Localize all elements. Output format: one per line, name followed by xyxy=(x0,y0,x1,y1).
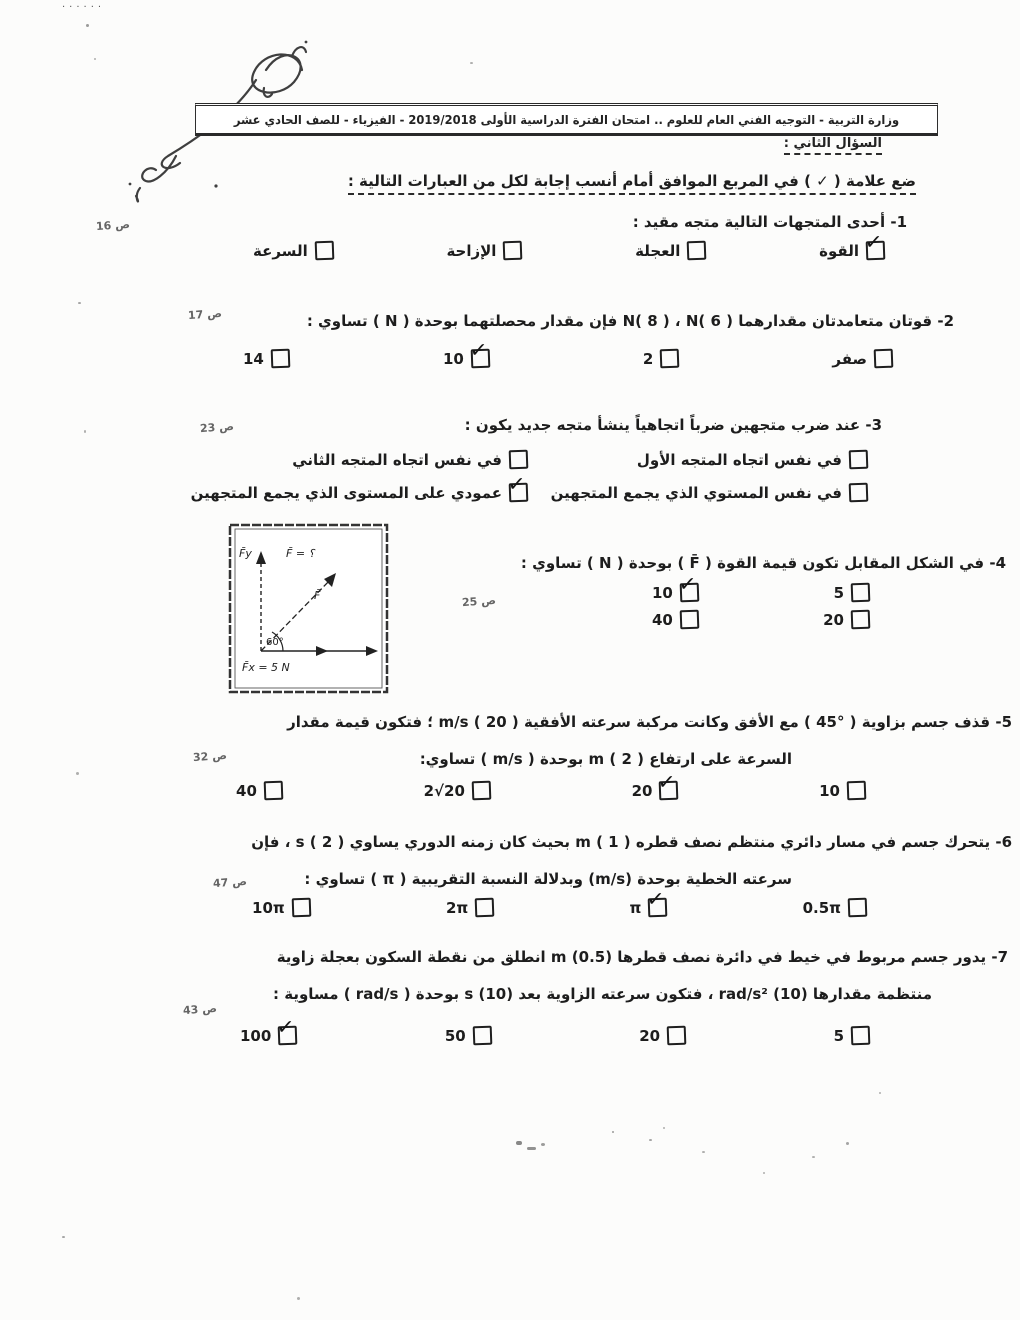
check-mark-icon: ✓ xyxy=(646,886,666,912)
scan-speck xyxy=(663,1127,665,1129)
question-5-margin-note: ص 32 xyxy=(192,748,228,765)
scan-speck xyxy=(94,58,96,60)
scan-speck xyxy=(297,1297,300,1300)
option-label: 20√2 xyxy=(423,781,465,800)
scan-speck xyxy=(76,772,79,775)
scan-speck xyxy=(84,430,86,433)
check-mark-icon: ✓ xyxy=(468,337,488,363)
section-title: السؤال الثاني : xyxy=(784,136,882,155)
question-6-text-line1: 6- يتحرك جسم في مسار دائري منتظم نصف قطره m ( 1 ) بحيث كان زمنه الدوري يساوي s ( 2 ) ، فإن xyxy=(251,833,1012,851)
question-6-text-line2: سرعته الخطية بوحدة (m/s) وبدلالة النسبة التقريبية ( π ) تساوي : xyxy=(304,870,792,888)
answer-option[interactable] xyxy=(292,450,528,469)
option-label: 50 xyxy=(444,1026,466,1045)
option-label: 40 xyxy=(652,610,673,629)
option-label: 10 xyxy=(652,583,673,602)
checkbox[interactable] xyxy=(687,241,707,261)
answer-option[interactable] xyxy=(551,483,868,502)
scan-speck xyxy=(879,1092,881,1094)
option-label: 20 xyxy=(823,610,844,629)
checkbox[interactable] xyxy=(849,483,869,503)
question-2-margin-note: ص 17 xyxy=(187,306,223,323)
question-3-text: 3- عند ضرب متجهين ضرباً اتجاهياً ينشأ متجه جديد يكون : xyxy=(464,416,882,434)
figure-top-label: F̄ = ؟ xyxy=(286,547,315,560)
question-5-options xyxy=(236,769,866,800)
option-label: 100 xyxy=(240,1026,272,1045)
scan-speck xyxy=(702,1151,705,1153)
option-label: 14 xyxy=(243,349,264,368)
question-1-options xyxy=(253,229,885,260)
answer-option[interactable] xyxy=(834,1026,870,1045)
checkbox[interactable] xyxy=(847,781,867,801)
option-label: π xyxy=(629,898,642,917)
checkbox[interactable] xyxy=(475,898,495,918)
checkbox[interactable] xyxy=(472,781,492,801)
scan-speck xyxy=(763,1172,765,1174)
question-7-text-line2: منتظمة مقدارها rad/s² (10) ، فتكون سرعته الزاوية بعد s (10) بوحدة ( rad/s ) مساوية : xyxy=(273,985,932,1003)
question-2-text: 2- قوتان متعامدتان مقدارهما N( 8 ) ، N( 6 ) فإن مقدار محصلتهما بوحدة ( N ) تساوي : xyxy=(306,312,954,330)
scan-speck xyxy=(470,62,473,64)
checkbox[interactable] xyxy=(851,583,871,603)
check-mark-icon: ✓ xyxy=(506,471,527,497)
checkbox[interactable] xyxy=(506,471,529,503)
check-mark-icon: ✓ xyxy=(677,571,698,597)
answer-option[interactable] xyxy=(803,898,867,917)
checkbox[interactable] xyxy=(271,349,291,369)
option-label: عمودي على المستوى الذي يجمع المتجهين xyxy=(190,483,502,502)
question-3-margin-note: ص 23 xyxy=(199,419,235,436)
answer-option[interactable] xyxy=(631,769,679,800)
answer-option[interactable] xyxy=(190,471,528,502)
option-label: في نفس المستوي الذي يجمع المتجهين xyxy=(550,483,842,502)
answer-option[interactable] xyxy=(834,583,870,602)
answer-option[interactable] xyxy=(424,781,491,800)
answer-option[interactable] xyxy=(635,241,706,260)
option-label: في نفس اتجاه المتجه الثاني xyxy=(292,450,502,469)
scan-speck xyxy=(612,1131,614,1133)
option-label: الإزاحة xyxy=(446,241,497,260)
option-label: في نفس اتجاه المتجه الأول xyxy=(636,450,842,469)
scan-speck xyxy=(649,1139,652,1141)
option-label: 10 xyxy=(442,349,464,368)
checkbox[interactable] xyxy=(667,1026,687,1046)
answer-option[interactable] xyxy=(445,1026,492,1045)
exam-header-box xyxy=(195,103,938,136)
answer-option[interactable] xyxy=(652,571,699,602)
check-mark-icon: ✓ xyxy=(863,229,884,255)
option-label: 2π xyxy=(445,898,469,917)
option-label: 5 xyxy=(833,1026,844,1045)
question-2-options xyxy=(243,337,893,368)
question-5-text-line1: 5- قذف جسم بزاوية ( °45 ) مع الأفق وكانت مركبة سرعته الأفقية m/s ( 20 ) ؛ فتكون قيمة مقدار xyxy=(287,713,1012,731)
answer-option[interactable] xyxy=(446,898,494,917)
scan-speck xyxy=(78,302,81,304)
checkbox[interactable] xyxy=(660,349,680,369)
option-label: 10 xyxy=(819,781,840,800)
scan-speck xyxy=(527,1147,536,1150)
checkbox[interactable] xyxy=(264,781,284,801)
figure-angle-label: 60° xyxy=(266,637,284,648)
scan-speck xyxy=(516,1141,522,1145)
instruction-text: ضع علامة ( ✓ ) في المربع الموافق أمام أنسب إجابة لكل من العبارات التالية : xyxy=(348,172,916,195)
figure-x-axis-label: F̄x = 5 N xyxy=(242,661,290,674)
figure-vector-label: F̄ xyxy=(314,589,321,602)
checkbox[interactable] xyxy=(291,898,311,918)
figure-y-axis-label: F̄y xyxy=(239,547,252,560)
question-6-options xyxy=(252,886,867,917)
checkbox[interactable] xyxy=(314,241,334,261)
question-5-text-line2: السرعة على ارتفاع m ( 2 ) بوحدة ( m/s ) تساوي: xyxy=(419,750,792,768)
option-label: 20 xyxy=(639,1026,661,1045)
checkbox[interactable] xyxy=(680,610,700,630)
scan-speck xyxy=(86,24,89,27)
checkbox[interactable] xyxy=(509,450,529,470)
answer-option[interactable] xyxy=(643,349,679,368)
answer-option[interactable] xyxy=(240,1014,297,1045)
checkbox[interactable] xyxy=(851,610,871,630)
check-mark-icon: ✓ xyxy=(657,769,677,795)
checkbox[interactable] xyxy=(874,349,894,369)
answer-option[interactable] xyxy=(832,349,893,368)
question-4-options xyxy=(652,571,870,629)
exam-header-text: وزارة التربية - التوجيه الفني العام للعلوم .. امتحان الفترة الدراسية الأولى 2019/2018 - الفيزياء - للصف الحادي عشر xyxy=(233,112,900,127)
answer-option[interactable] xyxy=(819,781,866,800)
option-label: 5 xyxy=(833,583,844,602)
question-7-margin-note: ص 43 xyxy=(182,1001,218,1018)
answer-option[interactable] xyxy=(629,886,667,917)
answer-option[interactable] xyxy=(446,241,522,260)
option-label: القوة xyxy=(819,241,859,260)
answer-option[interactable] xyxy=(243,349,290,368)
answer-option[interactable] xyxy=(823,610,870,629)
option-label: صفر xyxy=(832,349,867,368)
answer-option[interactable] xyxy=(819,229,885,260)
question-6-margin-note: ص 47 xyxy=(212,874,248,891)
answer-option[interactable] xyxy=(637,450,868,469)
answer-option[interactable] xyxy=(442,337,490,368)
scan-speck xyxy=(812,1156,815,1158)
option-label: 10π xyxy=(252,898,285,917)
option-label: 2 xyxy=(642,349,654,368)
option-label: 0.5π xyxy=(802,898,841,917)
option-label: 20 xyxy=(631,781,653,800)
question-7-options xyxy=(240,1014,870,1045)
checkbox[interactable] xyxy=(503,241,523,261)
check-mark-icon: ✓ xyxy=(276,1014,296,1040)
answer-option[interactable] xyxy=(252,898,311,917)
checkbox[interactable] xyxy=(646,886,668,918)
checkbox[interactable] xyxy=(472,1026,492,1046)
checkbox[interactable] xyxy=(849,450,869,470)
question-1-text: 1- أحدى المتجهات التالية متجه مقيد : xyxy=(632,213,907,231)
scan-speck xyxy=(846,1142,849,1145)
answer-option[interactable] xyxy=(236,781,283,800)
checkbox[interactable] xyxy=(276,1014,298,1046)
question-4-margin-note: ص 25 xyxy=(461,593,497,610)
option-label: 40 xyxy=(236,781,257,800)
question-4-text: 4- في الشكل المقابل تكون قيمة القوة ( F̄ ) بوحدة ( N ) تساوي : xyxy=(520,554,1006,572)
option-label: العجلة xyxy=(635,241,681,260)
option-label: السرعة xyxy=(253,241,308,260)
question-7-text-line1: 7- يدور جسم مربوط في خيط في دائرة نصف قطرها m (0.5) انطلق من نقطة السكون بعجلة زاوية xyxy=(276,948,1008,966)
answer-option[interactable] xyxy=(639,1026,686,1045)
scan-speck xyxy=(541,1143,545,1146)
checkbox[interactable] xyxy=(848,898,868,918)
checkbox[interactable] xyxy=(657,769,679,801)
checkbox[interactable] xyxy=(677,571,700,603)
answer-option[interactable] xyxy=(652,610,699,629)
scan-speck xyxy=(62,1236,65,1238)
answer-option[interactable] xyxy=(253,241,334,260)
force-vector-diagram xyxy=(228,523,390,695)
scan-noise-dots: ······ xyxy=(62,2,106,13)
question-1-margin-note: ص 16 xyxy=(95,217,131,234)
checkbox[interactable] xyxy=(468,337,490,369)
checkbox[interactable] xyxy=(851,1026,871,1046)
checkbox[interactable] xyxy=(863,229,886,261)
